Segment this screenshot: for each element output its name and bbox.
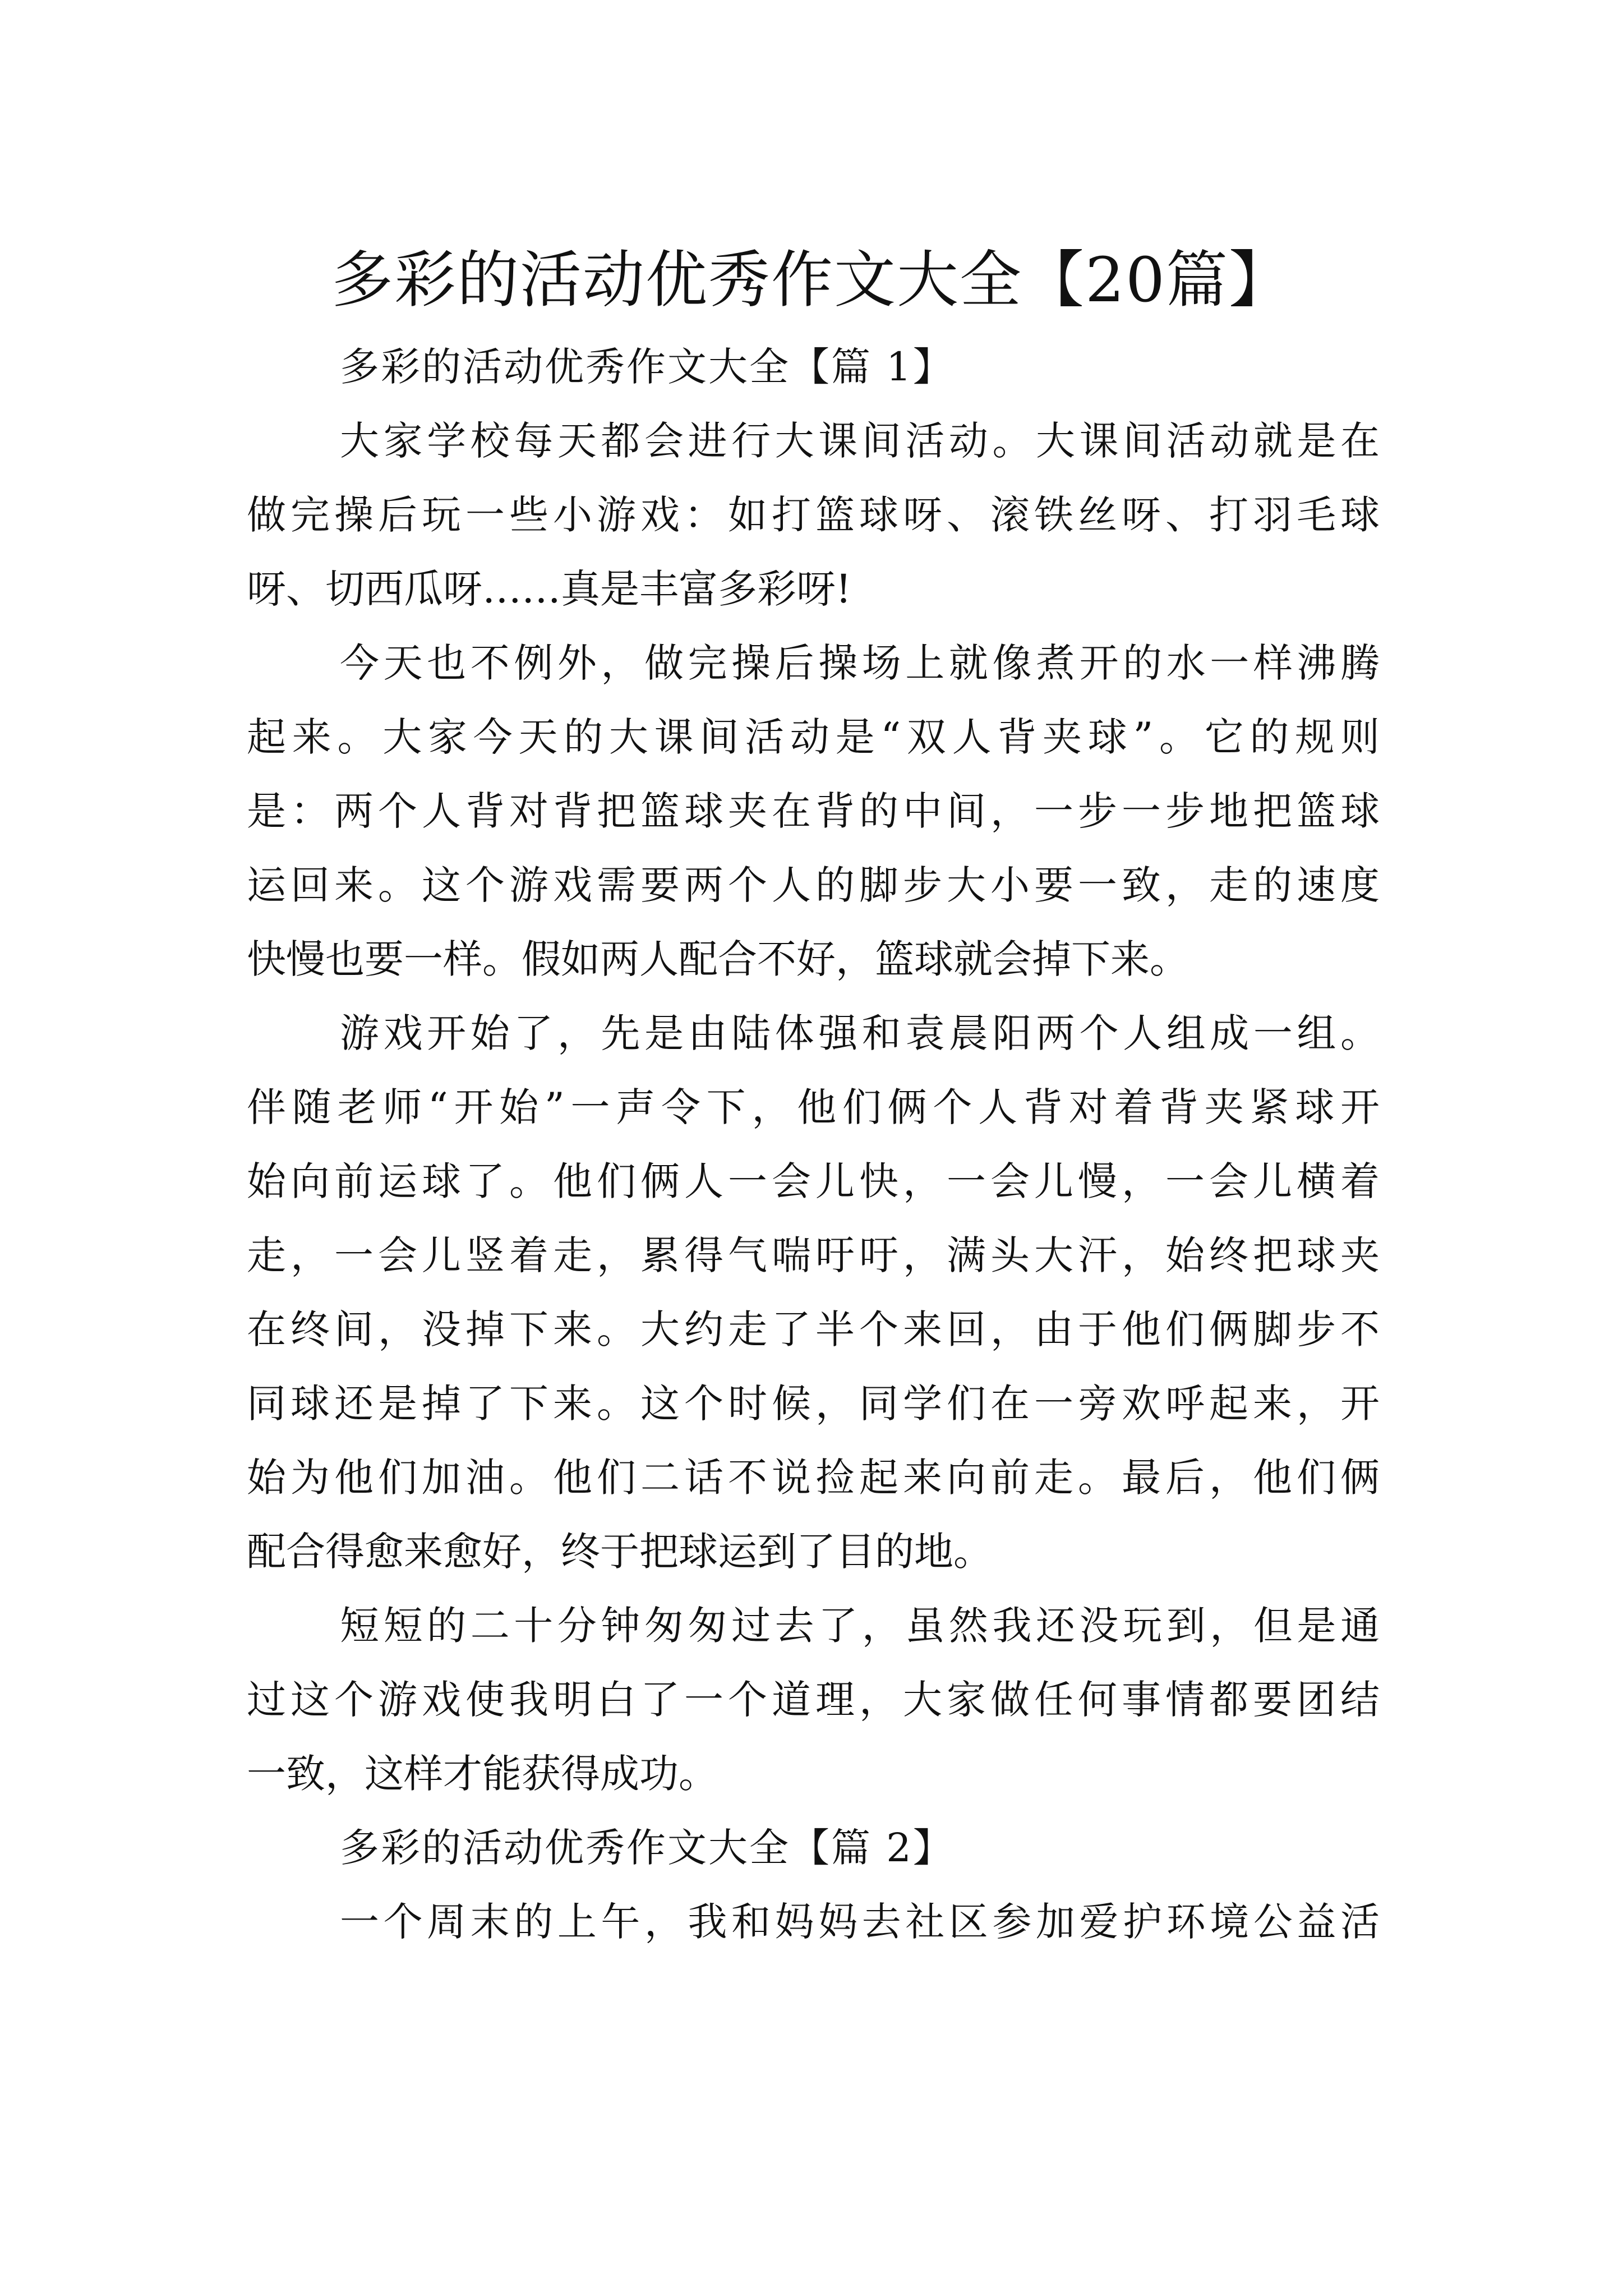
text-line: 始为他们加油。他们二话不说捡起来向前走。最后，他们俩: [247, 1455, 1380, 1501]
text-line: 一致，这样才能获得成功。: [247, 1751, 718, 1797]
text-line: 今天也不例外，做完操后操场上就像煮开的水一样沸腾: [340, 640, 1380, 686]
text-line: 是：两个人背对背把篮球夹在背的中间，一步一步地把篮球: [247, 788, 1380, 834]
section-heading: 多彩的活动优秀作文大全【篇 2】: [340, 1825, 954, 1871]
text-line: 游戏开始了，先是由陆体强和袁晨阳两个人组成一组。: [340, 1010, 1380, 1056]
text-line: 短短的二十分钟匆匆过去了，虽然我还没玩到，但是通: [340, 1603, 1380, 1649]
text-line: 做完操后玩一些小游戏：如打篮球呀、滚铁丝呀、打羽毛球: [247, 492, 1380, 538]
document-title: 多彩的活动优秀作文大全【20篇】: [331, 243, 1292, 316]
text-line: 配合得愈来愈好，终于把球运到了目的地。: [247, 1529, 993, 1575]
text-line: 呀、切西瓜呀……真是丰富多彩呀!: [247, 566, 852, 612]
text-line: 一个周末的上午，我和妈妈去社区参加爱护环境公益活: [340, 1899, 1380, 1945]
text-line: 走，一会儿竖着走，累得气喘吁吁，满头大汗，始终把球夹: [247, 1232, 1380, 1278]
text-line: 大家学校每天都会进行大课间活动。大课间活动就是在: [340, 418, 1380, 464]
document-body: [247, 330, 1380, 1959]
section-heading: 多彩的活动优秀作文大全【篇 1】: [340, 344, 954, 390]
text-line: 快慢也要一样。假如两人配合不好，篮球就会掉下来。: [247, 936, 1189, 982]
text-line: 在终间，没掉下来。大约走了半个来回，由于他们俩脚步不: [247, 1306, 1380, 1352]
text-line: 始向前运球了。他们俩人一会儿快，一会儿慢，一会儿横着: [247, 1158, 1380, 1204]
text-line: 同球还是掉了下来。这个时候，同学们在一旁欢呼起来，开: [247, 1381, 1380, 1427]
text-line: 伴随老师“开始”一声令下，他们俩个人背对着背夹紧球开: [247, 1084, 1380, 1130]
text-line: 过这个游戏使我明白了一个道理，大家做任何事情都要团结: [247, 1677, 1380, 1723]
text-line: 起来。大家今天的大课间活动是“双人背夹球”。它的规则: [247, 714, 1380, 760]
text-line: 运回来。这个游戏需要两个人的脚步大小要一致，走的速度: [247, 862, 1380, 908]
